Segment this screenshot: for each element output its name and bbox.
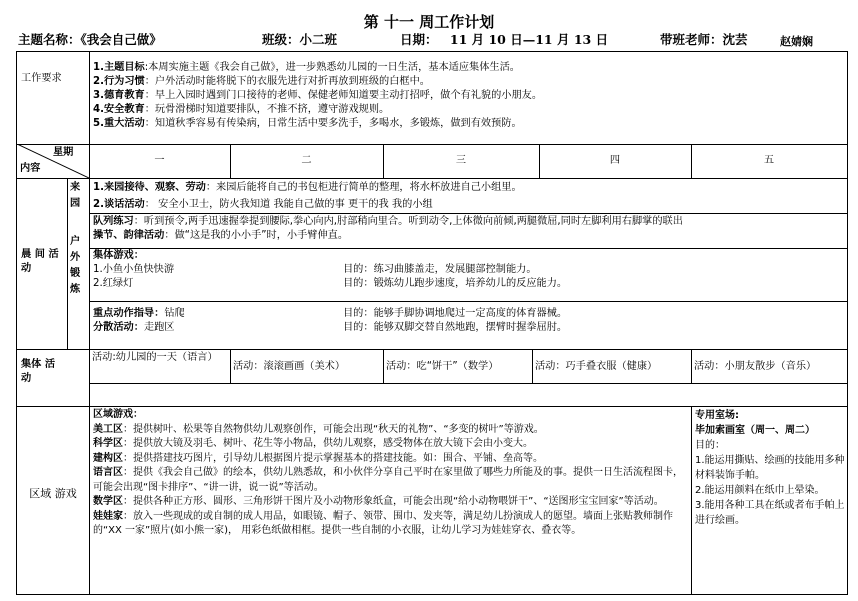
area-games-content [93, 408, 689, 539]
class-value: 小二班 [299, 32, 338, 47]
page-title: 第 十一 周工作计划 [363, 13, 495, 31]
teacher-value: 沈芸 [722, 32, 748, 47]
area-item: 数学区：提供各种正方形、圆形、三角形饼干图片及小动物形象纸盒，可能会出现“给小动物喂饼干”、“送图形宝宝回家”等活动。 [93, 496, 664, 507]
scatter-line: 分散活动：走跑区 目的：能够双脚交替自然地跑，摆臂时握拳屈肘。 [93, 322, 568, 333]
arrival-line: 1.来园接待、观察、劳动：来园后能将自己的书包柜进行简单的整理，将水杯放进自己小组里。 [93, 182, 522, 193]
key-actions [93, 307, 693, 335]
area-games-label: 区域 游戏 [29, 487, 77, 500]
group-games [93, 249, 693, 291]
day-friday: 五 [763, 155, 775, 166]
special-goal: 2.能运用颜料在纸巾上晕染。 [695, 485, 825, 496]
teacher-label: 带班老师： [660, 32, 723, 47]
arrival-content [93, 181, 845, 212]
arrival-line: 2.谈话活动： 安全小卫士，防火我知道 我能自己做的事 更干的我 我的小组 [93, 199, 433, 210]
date-label: 日期： [400, 32, 438, 47]
activity-tuesday: 活动：滚滚画画（美术） [233, 361, 346, 372]
day-thursday: 四 [609, 155, 621, 166]
requirement-item: 3.德育教育：早上入园时遇到门口接待的老师、保健老师知道要主动打招呼，做个有礼貌的小朋友。 [93, 90, 543, 101]
teacher [660, 32, 748, 48]
area-item: 语言区：提供《我会自己做》的绘本，供幼儿熟悉故，和小伙伴分享自己平时在家里做了哪些力所能及的事。提供一日生活流程图卡，可能会出现“图卡排序”、“讲一讲，说一说”等活动。 [93, 467, 683, 493]
special-goal: 1.能运用撕贴、绘画的技能用多种材料装饰手帕。 [695, 455, 845, 481]
class-name [262, 32, 337, 48]
group-activity-label: 集体 活动 [21, 359, 56, 384]
date-range [400, 32, 608, 48]
activity-friday: 活动：小朋友散步（音乐） [694, 361, 817, 372]
activity-wednesday: 活动：吃“饼干”（数学） [386, 361, 499, 372]
outdoor-label: 户 外 锻 炼 [70, 236, 81, 295]
day-monday: 一 [154, 155, 165, 166]
class-label: 班级： [262, 32, 300, 47]
requirements-label: 工作要求 [21, 73, 62, 84]
area-item: 美工区：提供树叶、松果等自然物供幼儿观察创作，可能会出现“秋天的礼物”、“多变的树叶”等游戏。 [93, 423, 544, 435]
requirement-item: 5.重大活动：知道秋季容易有传染病，日常生活中要多洗手，多喝水，多锻炼，做到有效预防。 [93, 118, 522, 129]
area-item: 建构区：提供搭建技巧图片，引导幼儿根据图片提示掌握基本的搭建技能。如：围合、平铺、垒高等。 [93, 452, 543, 464]
requirement-item: 2.行为习惯：户外活动时能将脱下的衣服先进行对折再放到班级的白框中。 [93, 76, 430, 87]
special-goal: 3.能用各种工具在纸或者布手帕上进行绘画。 [695, 500, 845, 526]
day-tuesday: 二 [301, 155, 312, 166]
requirement-item: 4.安全教育：玩骨滑梯时知道要排队，不推不挤，遵守游戏规则。 [93, 104, 390, 115]
drill-content [93, 215, 845, 243]
teacher-signature: 赵婧娴 [780, 35, 813, 48]
corner-content: 内容 [20, 163, 41, 174]
arrival-label: 来 园 [70, 182, 81, 209]
activity-monday: 活动:幼儿园的一天（语言） [92, 352, 218, 363]
rhythm-line: 操节、韵律活动：做“这是我的小小手”时，小手臂伸直。 [93, 230, 349, 241]
special-goal-label: 目的： [695, 440, 725, 451]
requirements-list [93, 61, 845, 131]
area-games-head: 区域游戏： [93, 409, 143, 420]
theme-value: 《我会自己做》 [80, 32, 162, 47]
morning-label: 晨 间 活动 [21, 249, 59, 274]
area-item: 科学区：提供放大镜及羽毛、树叶、花生等小物品，供幼儿观察，感受物体在放大镜下会由小变大。 [93, 438, 533, 449]
date-value: 11 月 10 日—11 月 13 日 [449, 32, 609, 47]
drill-line: 队列练习：听到预令,两手迅速握拳提到腰际,拳心向内,肘部稍向里合。听到动令,上体微向前倾,两腿微屈,同时左脚利用右脚掌的联出 [93, 216, 683, 227]
requirement-item: 1.主题目标:本周实施主题《我会自己做》，进一步熟悉幼儿园的一日生活，基本适应集体生活。 [93, 62, 520, 73]
special-room [695, 408, 845, 528]
corner-weekday: 星期 [53, 147, 74, 158]
theme-name [18, 32, 162, 48]
group-game-item: 2.红绿灯 目的：锻炼幼儿跑步速度，培养幼儿的反应能力。 [93, 278, 568, 289]
group-games-head: 集体游戏： [93, 250, 144, 261]
plan-table [16, 51, 848, 595]
key-action-line: 重点动作指导：钻爬 目的：能够手脚协调地爬过一定高度的体育器械。 [93, 308, 568, 319]
day-wednesday: 三 [455, 155, 467, 166]
special-room-head: 专用室场: [695, 410, 739, 421]
theme-label: 主题名称： [18, 32, 81, 47]
area-item: 娃娃家：放入一些现成的或自制的成人用品，如眼镜、帽子、领带、围巾、发夹等，满足幼儿扮演成人的愿望。墙面上张贴教师制作的“XX 一家”照片(如小熊一家)， 用彩色纸做相框。提供一些自制的小衣服，让幼儿学习为娃娃穿衣、叠衣等。 [93, 510, 673, 536]
activity-thursday: 活动：巧手叠衣服（健康） [535, 361, 658, 372]
special-room-name: 毕加索画室（周一、周二） [695, 425, 815, 436]
group-game-item: 1.小鱼小鱼快快游 目的：练习曲膝盖走，发展腿部控制能力。 [93, 264, 537, 275]
